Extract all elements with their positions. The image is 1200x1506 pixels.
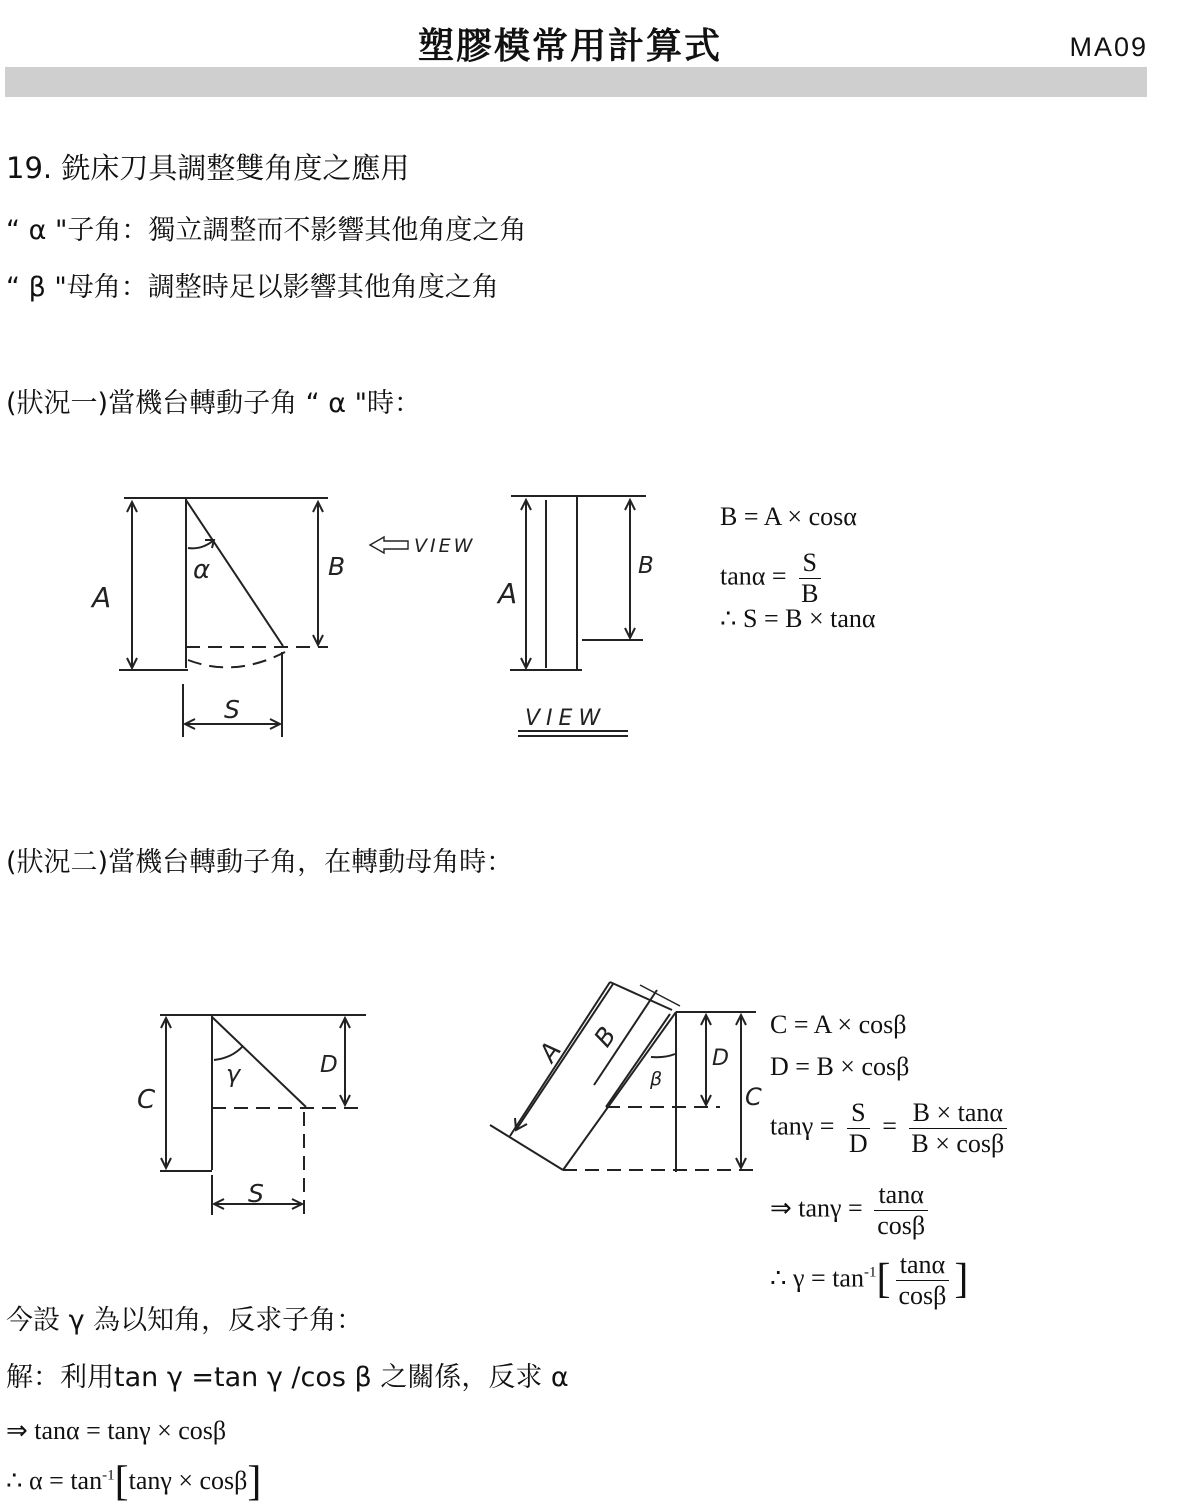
case1-label-S: S bbox=[224, 695, 240, 724]
case2-label-S: S bbox=[248, 1179, 264, 1208]
case1-formula-2: tanα = $\frac{S}{B}$ bbox=[720, 548, 826, 609]
view-label-A: A bbox=[498, 577, 518, 610]
view-title: VIEW bbox=[525, 706, 607, 731]
case2-formula-4: ⇒ tanγ = $\frac{\tan\alpha}{\cos\beta}$ bbox=[770, 1180, 933, 1241]
case2-right-label-D: D bbox=[712, 1046, 729, 1071]
inverse-formula-1: ⇒ tanα = tanγ × cosβ bbox=[6, 1416, 227, 1445]
case1-f2-num: S bbox=[799, 548, 821, 579]
section-heading: 19. 銑床刀具調整雙角度之應用 bbox=[6, 151, 410, 185]
case2-formula-3: tanγ = $\frac{S}{D}$ = $\frac{B \times \tan\alpha}{B \times \cos\beta}$ bbox=[770, 1098, 1012, 1159]
page-code: MA09 bbox=[1069, 32, 1148, 62]
beta-definition: “ β "母角：調整時足以影響其他角度之角 bbox=[6, 272, 499, 303]
inverse-line-2: 解：利用tan γ =tan γ /cos β 之關係，反求 α bbox=[6, 1362, 569, 1393]
case1-f2-den: B bbox=[801, 578, 819, 608]
case2-label-gamma: γ bbox=[226, 1060, 241, 1088]
case2-heading: (狀況二)當機台轉動子角，在轉動母角時： bbox=[6, 847, 514, 878]
case2-formula-5: ∴ $\gamma = \tan^{-1}$[ $\frac{\tan\alpha}{\cos\beta}$ ] bbox=[770, 1250, 969, 1310]
page-title: 塑膠模常用計算式 bbox=[417, 26, 722, 67]
case2-formula-2: D = B × cosβ bbox=[770, 1052, 910, 1081]
case2-formula-1: C = A × cosβ bbox=[770, 1010, 907, 1039]
inverse-line-1: 今設 γ 為以知角，反求子角： bbox=[6, 1305, 364, 1336]
case1-label-alpha: α bbox=[193, 555, 211, 585]
case2-label-D: D bbox=[320, 1052, 338, 1078]
case1-label-B: B bbox=[328, 552, 346, 581]
case2-right-label-C: C bbox=[745, 1083, 762, 1111]
case2-right-label-B: B bbox=[588, 1021, 622, 1053]
case1-formula-1: B = A × cosα bbox=[720, 502, 857, 531]
case2-label-C: C bbox=[137, 1085, 156, 1115]
view-arrow-label: VIEW bbox=[414, 535, 476, 557]
case1-formula-3: ∴ S = B × tanα bbox=[720, 604, 876, 633]
inverse-formula-2: ∴ $\alpha = \tan^{-1}[\tan\gamma \times \cos\beta]$ bbox=[6, 1459, 262, 1505]
alpha-definition: “ α "子角：獨立調整而不影響其他角度之角 bbox=[6, 215, 527, 246]
view-label-B: B bbox=[638, 553, 654, 579]
case1-label-A: A bbox=[92, 581, 112, 614]
case2-right-label-beta: β bbox=[650, 1068, 663, 1090]
case2-right-label-A: A bbox=[533, 1036, 567, 1068]
case1-heading: (狀況一)當機台轉動子角 “ α "時： bbox=[6, 388, 422, 419]
